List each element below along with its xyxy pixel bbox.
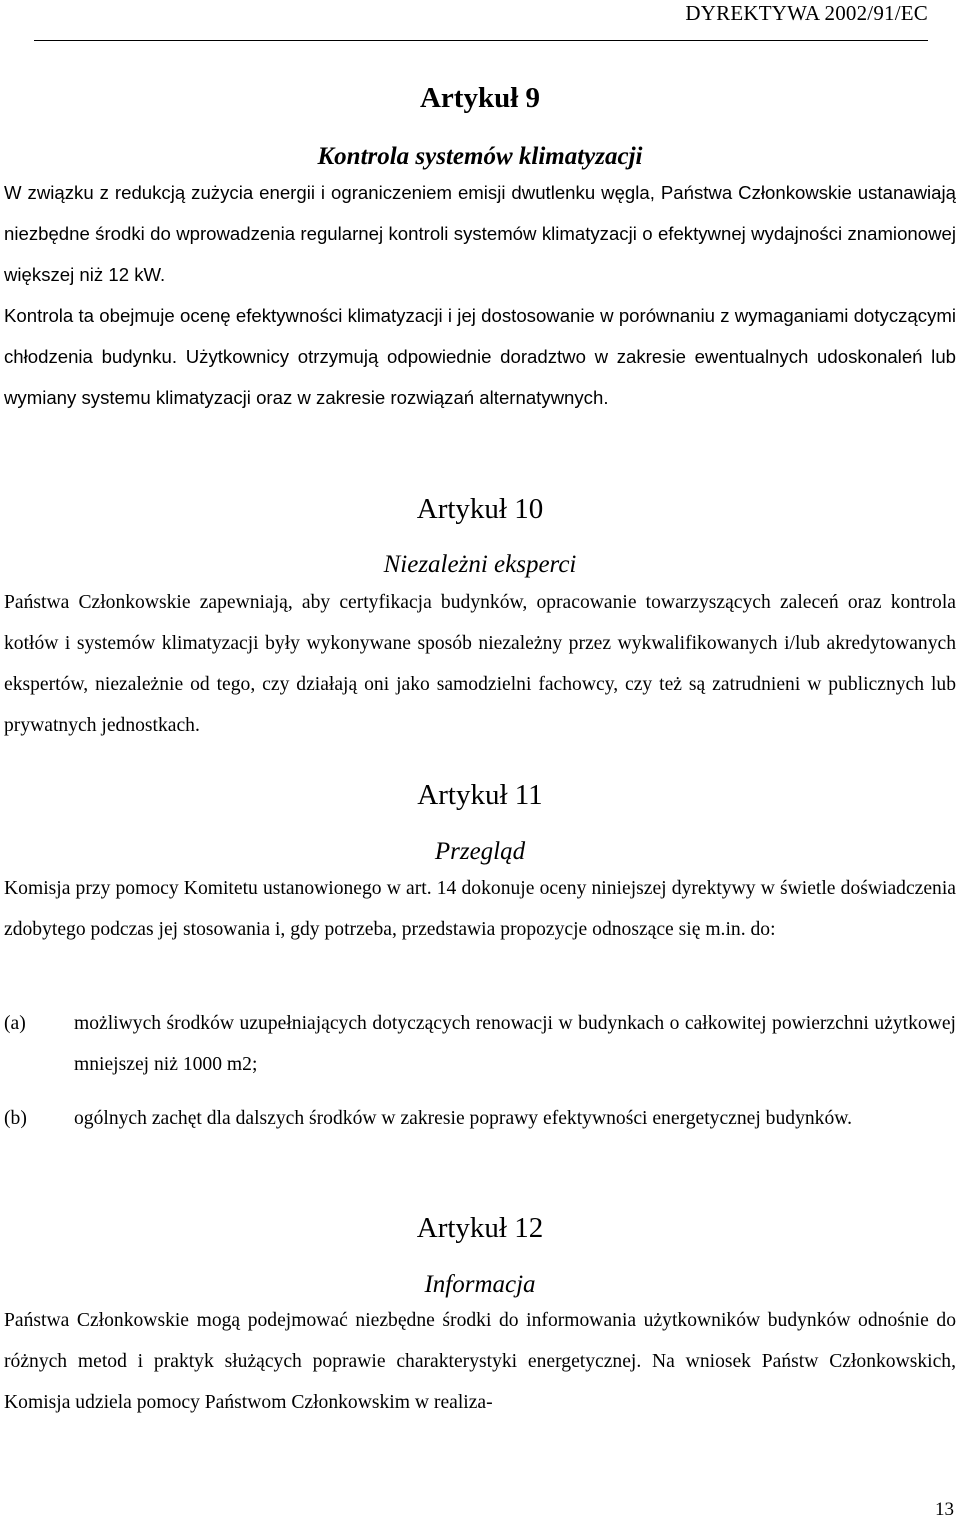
list-item xyxy=(4,1098,956,1139)
list-item-text: ogólnych zachęt dla dalszych środków w zakresie poprawy efektywności energetycznej budynków. xyxy=(74,1108,853,1129)
article-9-subtitle: Kontrola systemów klimatyzacji xyxy=(317,143,643,170)
list-item-text: możliwych środków uzupełniających dotyczących renowacji w budynkach o całkowitej powierzchni użytkowej mniejszej niż 1000 m2; xyxy=(74,1013,956,1075)
list-item xyxy=(4,1003,956,1085)
article-10-title: Artykuł 10 xyxy=(416,493,544,525)
running-header: DYREKTYWA 2002/91/EC xyxy=(685,1,928,25)
page-number: 13 xyxy=(935,1499,954,1520)
article-9-title: Artykuł 9 xyxy=(419,82,541,114)
list-item-marker: (b) xyxy=(4,1108,27,1129)
article-9-paragraph-1: W związku z redukcją zużycia energii i ograniczeniem emisji dwutlenku węgla, Państwa Członkowskie ustanawiają niezbędne środki do wprowadzenia regularnej kontroli systemów klimatyzacji o efektywnej wydajności znamionowej większej niż 12 kW. xyxy=(4,182,956,285)
article-10-subtitle: Niezależni eksperci xyxy=(383,551,577,578)
header-divider xyxy=(34,40,928,41)
article-12-paragraph: Państwa Członkowskie mogą podejmować niezbędne środki do informowania użytkowników budynków odnośnie do różnych metod i praktyk służących poprawie charakterystyki energetycznej. Na wniosek Państw Członkowskich, Komisja udziela pomocy Państwom Członkowskim w realiza- xyxy=(4,1310,956,1413)
article-11-subtitle: Przegląd xyxy=(434,838,526,865)
article-11-title: Artykuł 11 xyxy=(417,779,543,811)
article-10-paragraph: Państwa Członkowskie zapewniają, aby certyfikacja budynków, opracowanie towarzyszących zaleceń oraz kontrola kotłów i systemów klimatyzacji były wykonywane sposób niezależny przez wykwalifikowanych i/lub akredytowanych ekspertów, niezależnie od tego, czy działają oni jako samodzielni fachowcy, czy też są zatrudnieni w publicznych lub prywatnych jednostkach. xyxy=(4,592,956,736)
article-9-paragraph-2: Kontrola ta obejmuje ocenę efektywności klimatyzacji i jej dostosowanie w porównaniu z wymaganiami dotyczącymi chłodzenia budynku. Użytkownicy otrzymują odpowiednie doradztwo w zakresie ewentualnych udoskonaleń lub wymiany systemu klimatyzacji oraz w zakresie rozwiązań alternatywnych. xyxy=(4,305,956,408)
article-12-subtitle: Informacja xyxy=(424,1271,536,1298)
article-12-title: Artykuł 12 xyxy=(416,1212,544,1244)
list-item-marker: (a) xyxy=(4,1013,26,1034)
article-11-paragraph: Komisja przy pomocy Komitetu ustanowionego w art. 14 dokonuje oceny niniejszej dyrektywy w świetle doświadczenia zdobytego podczas jej stosowania i, gdy potrzeba, przedstawia propozycje odnoszące się m.in. do: xyxy=(4,878,956,940)
